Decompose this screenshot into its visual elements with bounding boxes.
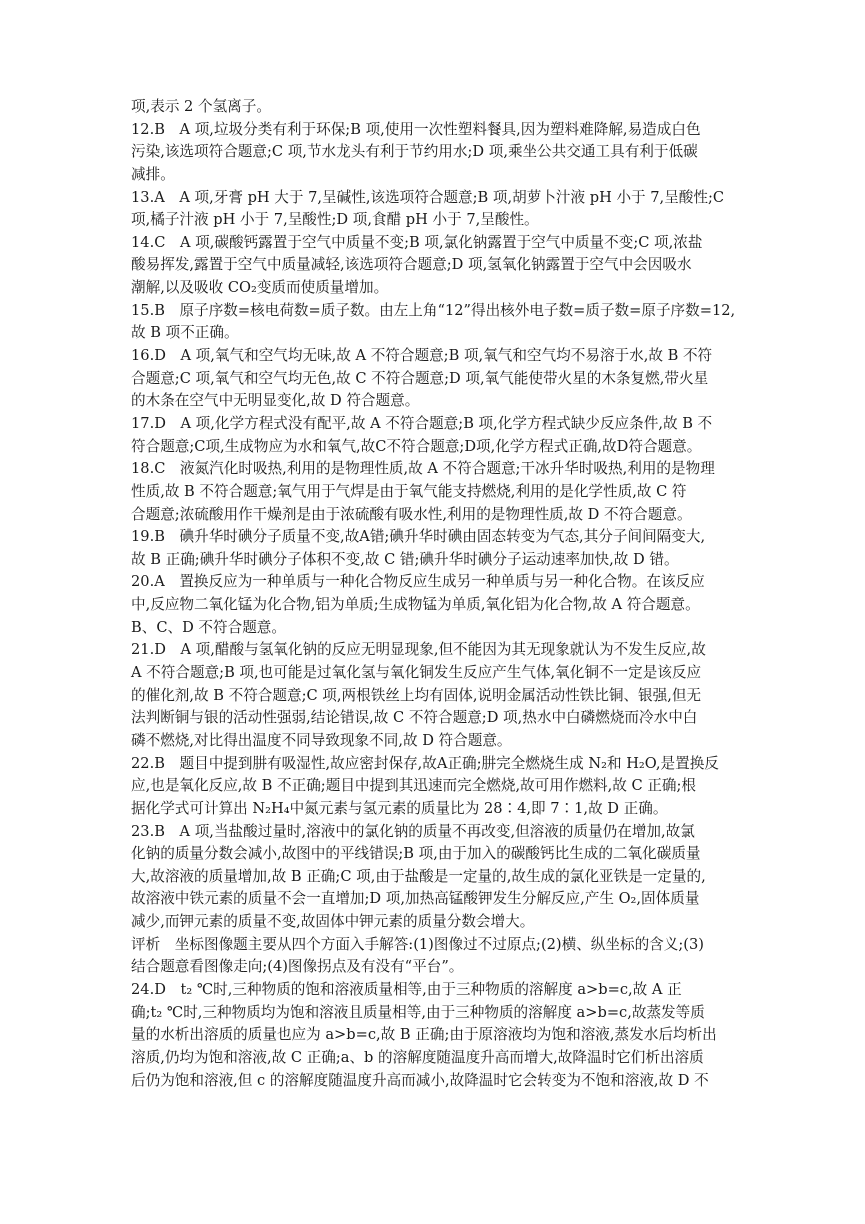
text-line-14: 的木条在空气中无明显变化,故 D 符合题意。: [131, 392, 420, 410]
text-line-40: 24.D t₂ ℃时,三种物质的饱和溶液质量相等,由于三种物质的溶解度 a>b=c,故 A 正: [131, 980, 682, 998]
text-line-2: 12.B A 项,垃圾分类有利于环保;B 项,使用一次性塑料餐具,因为塑料难降解,易造成白色: [131, 120, 701, 138]
text-line-43: 溶质,仍均为饱和溶液,故 C 正确;a、b 的溶解度随温度升高而增大,故降温时它们析出溶质: [131, 1048, 704, 1066]
text-line-27: 的催化剂,故 B 不符合题意;C 项,两根铁丝上均有固体,说明金属活动性铁比铜、银强,但无: [131, 686, 702, 704]
text-line-9: 潮解,以及吸收 CO₂变质而使质量增加。: [131, 279, 389, 297]
text-line-3: 污染,该选项符合题意;C 项,节水龙头有利于节约用水;D 项,乘坐公共交通工具有利于低碳: [131, 143, 698, 161]
text-line-12: 16.D A 项,氧气和空气均无味,故 A 不符合题意;B 项,氧气和空气均不易溶于水,故 B 不符: [131, 347, 713, 365]
text-line-20: 19.B 碘升华时碘分子质量不变,故A错;碘升华时碘由固态转变为气态,其分子间间隔变大,: [131, 528, 706, 546]
text-line-4: 减排。: [131, 165, 175, 183]
text-line-26: A 不符合题意;B 项,也可能是过氧化氢与氧化铜发生反应产生气体,氧化铜不一定是该反应: [131, 664, 702, 682]
text-line-42: 量的水析出溶质的质量也应为 a>b=c,故 B 正确;由于原溶液均为饱和溶液,蒸发水后均析出: [131, 1026, 717, 1044]
text-line-39: 结合题意看图像走向;(4)图像拐点及有没有“平台”。: [131, 958, 464, 976]
text-line-11: 故 B 项不正确。: [131, 324, 239, 342]
text-line-17: 18.C 液氮汽化时吸热,利用的是物理性质,故 A 不符合题意;干冰升华时吸热,利用的是物理: [131, 460, 715, 478]
text-line-41: 确;t₂ ℃时,三种物质均为饱和溶液且质量相等,由于三种物质的溶解度 a>b=c,故蒸发等质: [131, 1003, 705, 1021]
text-line-24: B、C、D 不符合题意。: [131, 618, 286, 636]
text-line-1: 项,表示 2 个氢离子。: [131, 98, 271, 115]
text-line-38: 评析 坐标图像题主要从四个方面入手解答:(1)图像过不过原点;(2)横、纵坐标的含义;(3): [131, 935, 704, 953]
text-line-7: 14.C A 项,碳酸钙露置于空气中质量不变;B 项,氯化钠露置于空气中质量不变;C 项,浓盐: [131, 233, 703, 251]
text-line-18: 性质,故 B 不符合题意;氧气用于气焊是由于氧气能支持燃烧,利用的是化学性质,故 C 符: [131, 482, 687, 500]
text-line-16: 符合题意;C项,生成物应为水和氧气,故C不符合题意;D项,化学方程式正确,故D符合题意。: [131, 437, 702, 455]
text-line-22: 20.A 置换反应为一种单质与一种化合物反应生成另一种单质与另一种化合物。在该反应: [131, 573, 705, 591]
text-line-37: 减少,而钾元素的质量不变,故固体中钾元素的质量分数会增大。: [131, 913, 535, 931]
text-line-19: 合题意;浓硫酸用作干燥剂是由于浓硫酸有吸水性,利用的是物理性质,故 D 不符合题意。: [131, 505, 692, 523]
text-line-10: 15.B 原子序数=核电荷数=质子数。由左上角“12”得出核外电子数=质子数=原子序数=12,: [131, 301, 736, 319]
answer-explanation-page: [131, 96, 735, 1092]
text-line-34: 化钠的质量分数会减小,故图中的平线错误;B 项,由于加入的碳酸钙比生成的二氧化碳质量: [131, 845, 701, 863]
text-line-28: 法判断铜与银的活动性强弱,结论错误,故 C 不符合题意;D 项,热水中白磷燃烧而冷水中白: [131, 709, 698, 727]
text-line-33: 23.B A 项,当盐酸过量时,溶液中的氯化钠的质量不再改变,但溶液的质量仍在增加,故氯: [131, 822, 695, 840]
text-line-23: 中,反应物二氧化锰为化合物,铝为单质;生成物锰为单质,氧化铝为化合物,故 A 符合题意。: [131, 596, 700, 614]
text-line-30: 22.B 题目中提到肼有吸湿性,故应密封保存,故A正确;肼完全燃烧生成 N₂和 H₂O,是置换反: [131, 754, 719, 772]
text-line-31: 应,也是氧化反应,故 B 不正确;题目中提到其迅速而完全燃烧,故可用作燃料,故 C 正确;根: [131, 777, 697, 795]
text-line-35: 大,故溶液的质量增加,故 B 正确;C 项,由于盐酸是一定量的,故生成的氯化亚铁是一定量的,: [131, 867, 706, 885]
text-line-29: 磷不燃烧,对比得出温度不同导致现象不同,故 D 符合题意。: [131, 731, 512, 749]
text-line-15: 17.D A 项,化学方程式没有配平,故 A 不符合题意;B 项,化学方程式缺少反应条件,故 B 不: [131, 414, 713, 432]
text-line-25: 21.D A 项,醋酸与氢氧化钠的反应无明显现象,但不能因为其无现象就认为不发生反应,故: [131, 641, 706, 659]
text-line-6: 项,橘子汁液 pH 小于 7,呈酸性;D 项,食醋 pH 小于 7,呈酸性。: [131, 211, 539, 229]
text-line-8: 酸易挥发,露置于空气中质量减轻,该选项符合题意;D 项,氢氧化钠露置于空气中会因吸水: [131, 256, 692, 274]
text-line-44: 后仍为饱和溶液,但 c 的溶解度随温度升高而减小,故降温时它会转变为不饱和溶液,故 D 不: [131, 1071, 709, 1089]
text-line-13: 合题意;C 项,氧气和空气均无色,故 C 不符合题意;D 项,氧气能使带火星的木条复燃,带火星: [131, 369, 709, 387]
text-line-21: 故 B 正确;碘升华时碘分子体积不变,故 C 错;碘升华时碘分子运动速率加快,故 D 错。: [131, 550, 679, 568]
text-line-36: 故溶液中铁元素的质量不会一直增加;D 项,加热高锰酸钾发生分解反应,产生 O₂,固体质量: [131, 890, 700, 908]
text-line-32: 据化学式可计算出 N₂H₄中氮元素与氢元素的质量比为 28∶4,即 7∶1,故 D 正确。: [131, 799, 668, 817]
text-line-5: 13.A A 项,牙膏 pH 大于 7,呈碱性,该选项符合题意;B 项,胡萝卜汁液 pH 小于 7,呈酸性;C: [131, 188, 725, 206]
